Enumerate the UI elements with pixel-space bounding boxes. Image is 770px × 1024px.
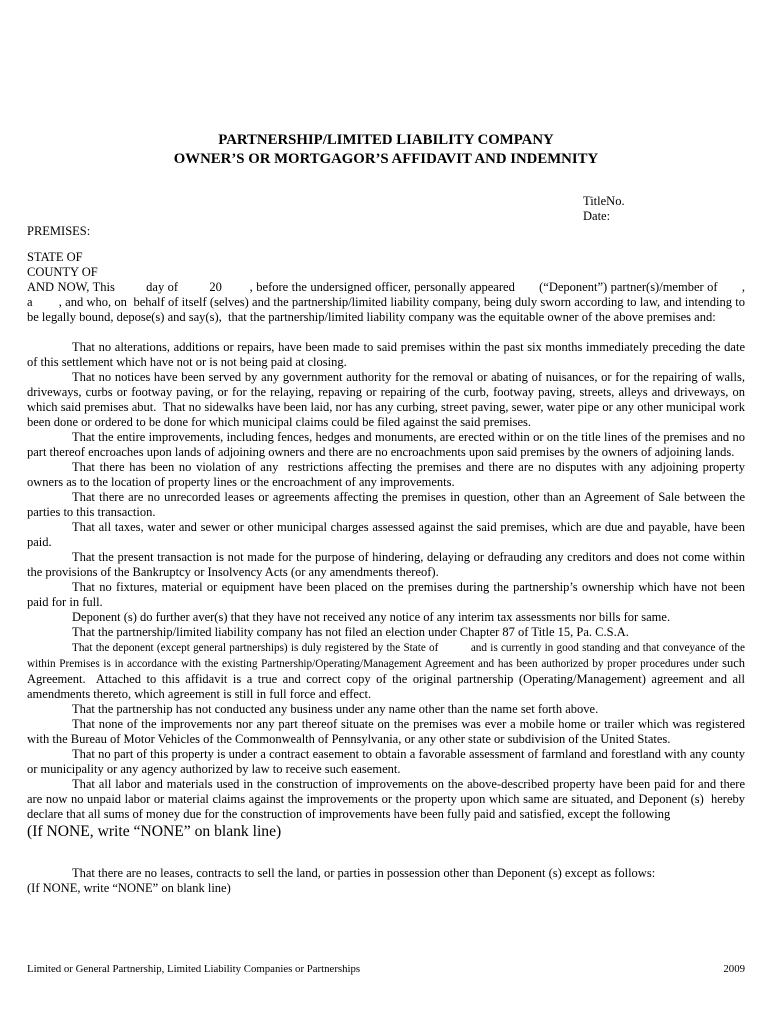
page-content <box>27 0 745 896</box>
premises-label: PREMISES: <box>27 224 91 238</box>
paragraph-labor-materials: That all labor and materials used in the construction of improvements on the above-described property have been paid for and there are now no unpaid labor or material claims against the improvements or the property upon which same are situated, and Deponent (s) hereby declare that all sums of money due for the construction of improvements have been fully paid and satisfied, except the following <box>27 777 745 821</box>
none-instruction-small: (If NONE, write “NONE” on blank line) <box>27 881 231 895</box>
state-of-label: STATE OF <box>27 250 83 264</box>
paragraph-unrecorded-leases: That there are no unrecorded leases or agreements affecting the premises in question, other than an Agreement of Sale between the parties to this transaction. <box>27 490 745 519</box>
paragraph-bankruptcy: That the present transaction is not made for the purpose of hindering, delaying or defrauding any creditors and does not come within the provisions of the Bankruptcy or Insolvency Acts (or any amendments thereof). <box>27 550 745 579</box>
document-title-line2: OWNER’S OR MORTGAGOR’S AFFIDAVIT AND INDEMNITY <box>173 151 599 167</box>
registration-small-text: That the deponent (except general partnerships) is duly registered by the State of and is currently in good standing and that conveyance of the within Premises is in accordance with the existing Partnership/Operating/Management Agreement and has been authorized by proper procedures under <box>27 642 745 670</box>
paragraph-easement: That no part of this property is under a contract easement to obtain a favorable assessment of farmland and forestland with any county or municipality or any agency authorized by law to receive such easement. <box>27 747 745 776</box>
none-instruction-large: (If NONE, write “NONE” on blank line) <box>27 823 282 840</box>
paragraph-mobile-home: That none of the improvements nor any part thereof situate on the premises was ever a mobile home or trailer which was registered with the Bureau of Motor Vehicles of the Commonwealth of Pennsylvania, or any other state or subdivision of the United States. <box>27 717 745 746</box>
paragraph-registration <box>27 640 745 702</box>
registration-normal-text: such Agreement. Attached to this affidavit is a true and correct copy of the original partnership (Operating/Management) agreement and all amendments thereto, which agreement is still in full force and effect. <box>27 656 745 701</box>
paragraph-interim-tax: Deponent (s) do further aver(s) that they have not received any notice of any interim tax assessments nor bills for same. <box>72 610 671 624</box>
paragraph-leases-possession: That there are no leases, contracts to sell the land, or parties in possession other than Deponent (s) except as follows: <box>72 866 656 880</box>
document-title <box>27 131 745 169</box>
date-label: Date: <box>583 209 611 223</box>
footer-form-type: Limited or General Partnership, Limited Liability Companies or Partnerships <box>27 963 361 975</box>
venue-block <box>27 250 745 280</box>
page-footer <box>27 963 745 976</box>
paragraph-notices: That no notices have been served by any government authority for the removal or abating of nuisances, or for the repairing of walls, driveways, curbs or footway paving, or for the relaying, repaving or repairing of the curb, footway paving, streets, alleys and driveways, on which said premises abut. That no sidewalks have been laid, nor has any curbing, street paving, sewer, water pipe or any other municipal work been done or ordered to be done for which municipal claims could be filed against the said premises. <box>27 370 745 429</box>
footer-year: 2009 <box>723 963 745 975</box>
paragraph-restrictions: That there has been no violation of any restrictions affecting the premises and there are no disputes with any adjoining property owners as to the location of property lines or the encroachment of any improvements. <box>27 460 745 489</box>
county-of-label: COUNTY OF <box>27 265 98 279</box>
document-title-line1: PARTNERSHIP/LIMITED LIABILITY COMPANY <box>218 132 554 148</box>
paragraph-alterations: That no alterations, additions or repairs, have been made to said premises within the past six months immediately preceding the date of this settlement which have not or is not being paid at closing. <box>27 340 745 369</box>
paragraph-election: That the partnership/limited liability company has not filed an election under Chapter 87 of Title 15, Pa. C.S.A. <box>72 625 629 639</box>
opening-paragraph: AND NOW, This day of 20 , before the undersigned officer, personally appeared (“Deponent”) partner(s)/member of , a , and who, on behalf of itself (selves) and the partnership/limited liability company, being duly sworn according to law, and intending to be legally bound, depose(s) and say(s), that the partnership/limited liability company was the equitable owner of the above premises and: <box>27 280 745 324</box>
paragraph-business-name: That the partnership has not conducted any business under any name other than the name set forth above. <box>72 702 599 716</box>
affidavit-body <box>27 340 745 896</box>
paragraph-fixtures: That no fixtures, material or equipment have been placed on the premises during the partnership’s ownership which have not been paid for in full. <box>27 580 745 609</box>
title-meta-block <box>583 194 745 224</box>
title-no-label: TitleNo. <box>583 194 625 208</box>
paragraph-improvements: That the entire improvements, including fences, hedges and monuments, are erected within or on the title lines of the premises and no part thereof encroaches upon lands of adjoining owners and there are no encroachments upon said premises by the owners of adjoining lands. <box>27 430 745 459</box>
paragraph-taxes: That all taxes, water and sewer or other municipal charges assessed against the said premises, which are due and payable, have been paid. <box>27 520 745 549</box>
